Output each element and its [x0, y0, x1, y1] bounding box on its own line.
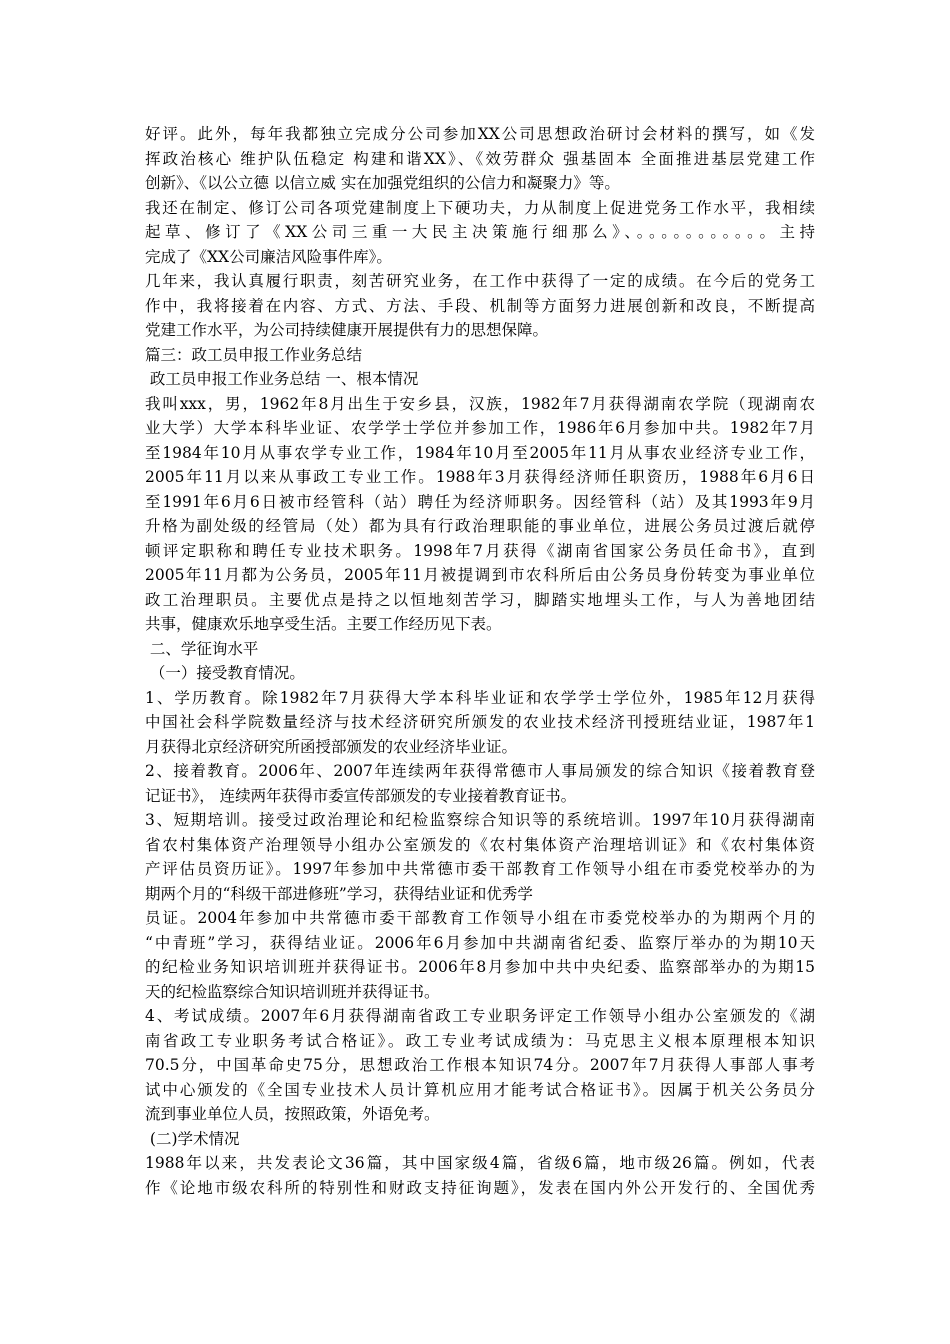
text-line: 政工治理职员。主要优点是持之以恒地刻苦学习，脚踏实地埋头工作，与人为善地团结: [145, 590, 815, 609]
text-line: 作中，我将接着在内容、方式、方法、手段、机制等方面努力进展创新和改良，不断提高: [145, 296, 815, 315]
text-line: 二、学征询水平: [145, 639, 259, 658]
text-line: 1988年以来，共发表论文36篇，其中国家级4篇，省级6篇，地市级26篇。例如，代表: [145, 1154, 815, 1172]
text-line: 党建工作水平，为公司持续健康开展提供有力的思想保障。: [145, 321, 549, 339]
text-line: 中国社会科学院数量经济与技术经济研究所颁发的农业技术经济刊授班结业证，1987年1: [145, 713, 815, 731]
document-body: [145, 122, 815, 1200]
text-line: 升格为副处级的经管局（处）都为具有行政治理职能的事业单位，进展公务员过渡后就停: [145, 517, 815, 535]
text-line: 篇三：政工员申报工作业务总结: [145, 345, 363, 364]
text-line: 挥政治核心 维护队伍稳定 构建和谐XX》、《效劳群众 强基固本 全面推进基层党建工作: [145, 149, 815, 168]
text-line: 3、短期培训。接受过政治理论和纪检监察综合知识等的系统培训。1997年10月获得湖南: [145, 811, 815, 829]
text-line: 员证。2004年参加中共常德市委干部教育工作领导小组在市委党校举办的为期两个月的: [145, 909, 815, 927]
text-line: 2005年11月以来从事政工专业工作。1988年3月获得经济师任职资历，1988年6月6日: [145, 468, 815, 486]
text-line: (二)学术情况: [145, 1129, 240, 1148]
text-line: 2、接着教育。2006年、2007年连续两年获得常德市人事局颁发的综合知识《接着教育登: [145, 762, 815, 780]
text-line: 4、考试成绩。2007年6月获得湖南省政工专业职务评定工作领导小组办公室颁发的《湖: [145, 1007, 815, 1025]
text-line: 起草、修订了《XX公司三重一大民主决策施行细那么》、。。。。。。。。。。。主持: [145, 223, 815, 241]
text-line: 创新》、《以公立德 以信立威 实在加强党组织的公信力和凝聚力》等。: [145, 174, 620, 192]
text-line: 几年来，我认真履行职责，刻苦研究业务，在工作中获得了一定的成绩。在今后的党务工: [145, 272, 815, 290]
text-line: 的纪检业务知识培训班并获得证书。2006年8月参加中共中央纪委、监察部举办的为期15: [145, 958, 815, 976]
text-line: 2005年11月都为公务员，2005年11月被提调到市农科所后由公务员身份转变为事业单位: [145, 566, 815, 584]
text-line: 好评。此外，每年我都独立完成分公司参加XX公司思想政治研讨会材料的撰写，如《发: [145, 125, 815, 143]
text-line: 顿评定职称和聘任专业技术职务。1998年7月获得《湖南省国家公务员任命书》，直到: [145, 541, 815, 560]
text-line: 产评估员资历证》。1997年参加中共常德市委干部教育工作领导小组在市委党校举办的为: [145, 860, 815, 878]
text-line: 共事，健康欢乐地享受生活。主要工作经历见下表。: [145, 615, 502, 633]
text-line: 我叫xxx，男，1962年8月出生于安乡县，汉族，1982年7月获得湖南农学院（现湖南农: [145, 394, 815, 413]
text-line: 政工员申报工作业务总结 一、根本情况: [145, 370, 419, 388]
text-line: 流到事业单位人员，按照政策，外语免考。: [145, 1105, 440, 1123]
text-line: 记证书》， 连续两年获得市委宣传部颁发的专业接着教育证书。: [145, 786, 577, 805]
text-line: 完成了《XX公司廉洁风险事件库》。: [145, 247, 392, 266]
text-line: （一）接受教育情况。: [145, 664, 305, 682]
text-line: “中青班”学习，获得结业证。2006年6月参加中共湖南省纪委、监察厅举办的为期10天: [145, 933, 815, 952]
text-line: 1、学历教育。除1982年7月获得大学本科毕业证和农学学士学位外，1985年12月获得: [145, 688, 815, 707]
text-line: 至1984年10月从事农学专业工作，1984年10月至2005年11月从事农业经济专业工作，: [145, 443, 815, 462]
text-line: 试中心颁发的《全国专业技术人员计算机应用才能考试合格证书》。因属于机关公务员分: [145, 1080, 815, 1099]
text-line: 业大学）大学本科毕业证、农学学士学位并参加工作，1986年6月参加中共。1982年7月: [145, 419, 815, 437]
text-line: 我还在制定、修订公司各项党建制度上下硬功夫，力从制度上促进党务工作水平，我相续: [145, 198, 815, 217]
text-line: 至1991年6月6日被市经管科（站）聘任为经济师职务。因经管科（站）及其1993年9月: [145, 492, 815, 511]
text-line: 月获得北京经济研究所函授部颁发的农业经济毕业证。: [145, 737, 518, 756]
text-line: 省农村集体资产治理领导小组办公室颁发的《农村集体资产治理培训证》和《农村集体资: [145, 835, 815, 854]
text-line: 期两个月的“科级干部进修班”学习，获得结业证和优秀学: [145, 884, 533, 903]
text-line: 天的纪检监察综合知识培训班并获得证书。: [145, 982, 440, 1001]
text-line: 南省政工专业职务考试合格证》。政工专业考试成绩为：马克思主义根本原理根本知识: [145, 1031, 815, 1050]
text-line: 70.5分，中国革命史75分，思想政治工作根本知识74分。2007年7月获得人事部人事考: [145, 1056, 815, 1074]
text-line: 作《论地市级农科所的特别性和财政支持征询题》，发表在国内外公开发行的、全国优秀: [145, 1178, 815, 1197]
